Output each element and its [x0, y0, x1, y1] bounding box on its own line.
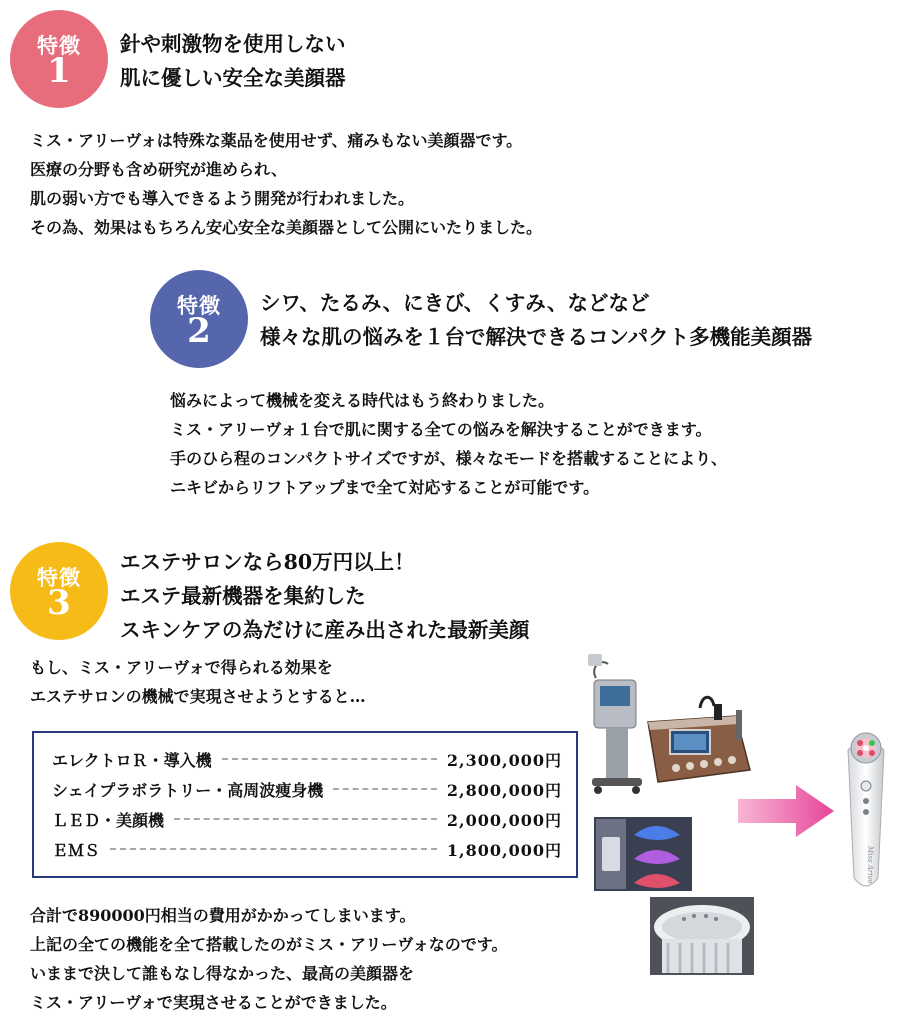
price-item-name: シェイプラボラトリー・高周波痩身機	[52, 780, 324, 800]
feature-1-heading-line: 針や刺激物を使用しない	[120, 32, 346, 56]
device-logo-text: Miss Arivo	[866, 846, 874, 884]
price-item-name: エレクトロＲ・導入機	[52, 750, 212, 770]
feature-1-heading-line: 肌に優しい安全な美顔器	[120, 66, 346, 90]
price-row	[52, 746, 562, 772]
feature-2-body-line: 手のひら程のコンパクトサイズですが、様々なモードを搭載することにより、	[170, 449, 727, 468]
feature-2-badge	[150, 270, 248, 368]
feature-1-badge-number: 1	[47, 51, 71, 91]
feature-2-body-line: ミス・アリーヴォ１台で肌に関する全ての悩みを解決することができます。	[170, 420, 712, 439]
feature-2-body	[170, 386, 727, 502]
feature-3-closing-line: ミス・アリーヴォで実現させることができました。	[30, 993, 397, 1012]
feature-3-closing-line: いままで決して誰もなし得なかった、最高の美顔器を	[30, 964, 415, 983]
feature-1-body-line: 肌の弱い方でも導入できるよう開発が行われました。	[30, 189, 415, 208]
bowl-device-image	[650, 897, 754, 975]
price-row	[52, 806, 562, 832]
feature-1-body-line: その為、効果はもちろん安心安全な美顔器として公開にいたりました。	[30, 218, 543, 237]
feature-1-badge-label: 特徴	[37, 33, 81, 58]
feature-3-badge-number: 3	[47, 583, 71, 623]
price-item-value: 2,000,000円	[446, 810, 562, 830]
feature-2-badge-number: 2	[187, 311, 211, 351]
price-dash-leader	[333, 788, 437, 790]
salon-machine-image	[586, 650, 756, 810]
price-row	[52, 776, 562, 802]
feature-3-heading-line: エステサロンなら80万円以上！	[120, 550, 415, 574]
feature-3-closing-line: 合計で890000円相当の費用がかかってしまいます。	[30, 906, 416, 925]
feature-2-body-line: 悩みによって機械を変える時代はもう終わりました。	[170, 391, 555, 410]
feature-1-body-line: 医療の分野も含め研究が進められ、	[30, 160, 287, 179]
feature-1-badge	[10, 10, 108, 108]
price-item-name: ＬＥＤ・美顔機	[52, 810, 165, 830]
price-row	[52, 836, 562, 862]
feature-2-badge-label: 特徴	[177, 293, 221, 318]
feature-3-heading-line: スキンケアの為だけに産み出された最新美顔	[120, 618, 530, 642]
feature-3-badge	[10, 542, 108, 640]
feature-2-heading-line: シワ、たるみ、にきび、くすみ、などなど	[260, 291, 650, 315]
pink-arrow-icon	[738, 785, 834, 837]
price-comparison-table	[32, 731, 578, 878]
feature-3-body-line: エステサロンの機械で実現させようとすると…	[30, 687, 366, 706]
price-dash-leader	[222, 758, 437, 760]
feature-1-heading	[120, 27, 346, 95]
price-dash-leader	[174, 818, 437, 820]
price-dash-leader	[110, 848, 437, 850]
price-item-value: 2,300,000円	[446, 750, 562, 770]
feature-3-heading	[120, 545, 529, 647]
feature-1-body	[30, 126, 542, 242]
feature-1-body-line: ミス・アリーヴォは特殊な薬品を使用せず、痛みもない美顔器です。	[30, 131, 523, 150]
feature-3-body	[30, 653, 366, 711]
feature-3-closing	[30, 901, 507, 1017]
price-item-value: 1,800,000円	[446, 840, 562, 860]
feature-2-body-line: ニキビからリフトアップまで全て対応することが可能です。	[170, 478, 600, 497]
feature-3-heading-line: エステ最新機器を集約した	[120, 584, 366, 608]
price-item-name: ＥＭＳ	[52, 840, 101, 860]
feature-3-badge-label: 特徴	[37, 565, 81, 590]
feature-2-heading	[260, 286, 812, 354]
feature-3-closing-line: 上記の全ての機能を全て搭載したのがミス・アリーヴォなのです。	[30, 935, 508, 954]
price-item-value: 2,800,000円	[446, 780, 562, 800]
beauty-device-image	[838, 728, 894, 896]
led-mask-image	[594, 817, 692, 891]
feature-2-heading-line: 様々な肌の悩みを１台で解決できるコンパクト多機能美顔器	[260, 325, 813, 349]
feature-3-body-line: もし、ミス・アリーヴォで得られる効果を	[30, 658, 333, 677]
